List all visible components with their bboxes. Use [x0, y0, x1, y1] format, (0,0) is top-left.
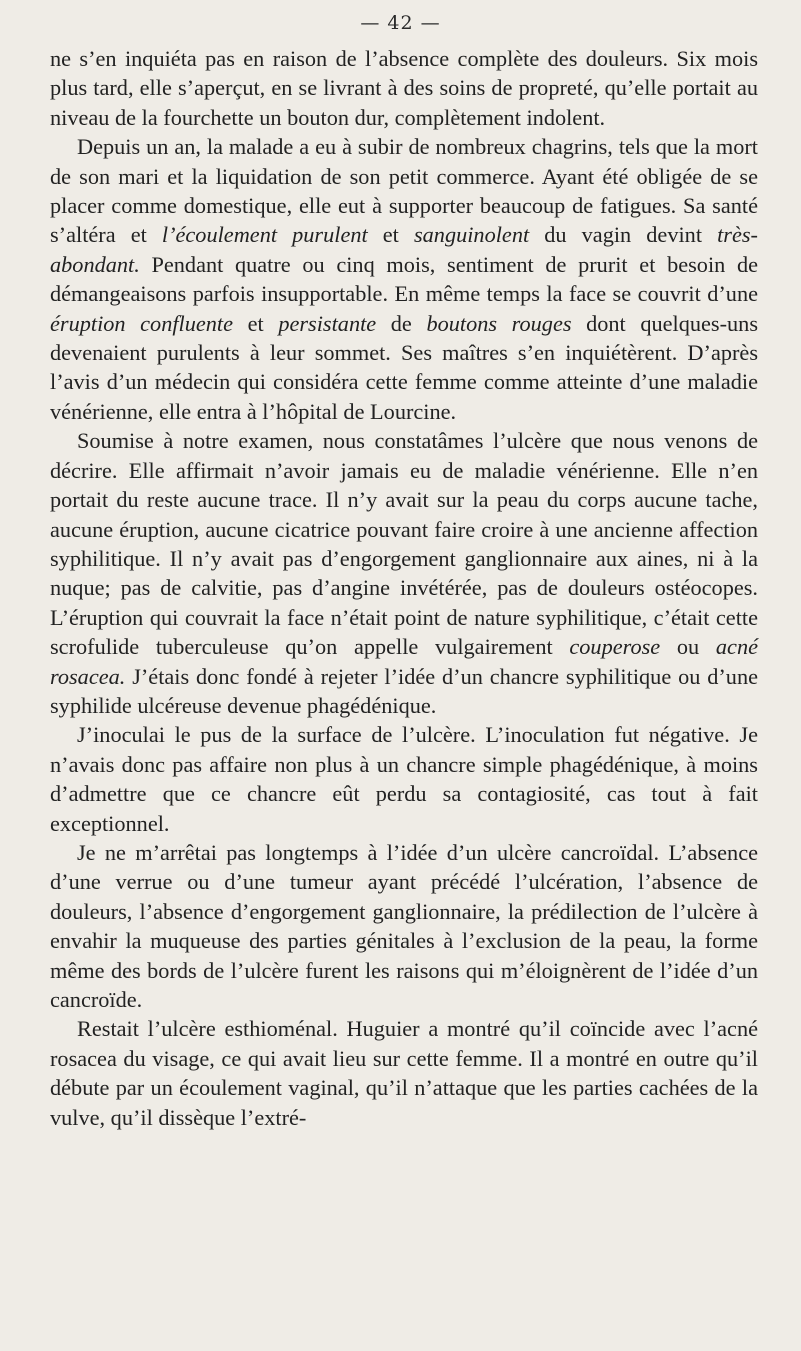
- text-run: Depuis un an, la malade a eu à subir de nombreux chagrins, tels que la mort de son mari et la liquidation de son petit commerce. Ayant été obligée de se placer comme domestique, elle eut à supporter beaucoup de fatigues. Sa santé s’altéra et: [50, 134, 758, 248]
- paragraph: [50, 426, 758, 720]
- italic-text: boutons rouges: [426, 310, 572, 336]
- italic-text: sanguinolent: [413, 222, 530, 248]
- text-run: du vagin devint: [529, 222, 718, 248]
- text-run: Je ne m’arrêtai pas longtemps à l’idée d’un ulcère cancroïdal. L’absence d’une verrue ou d’une tumeur ayant précédé l’ulcération, l’absence de douleurs, l’absence d’engorgement ganglionnaire, la prédilection de l’ulcère à envahir la muqueuse des parties génitales à l’exclusion de la peau, la forme même des bords de l’ulcère furent les raisons qui m’éloignèrent de l’idée d’un cancroïde.: [50, 839, 758, 1012]
- text-run: et: [367, 222, 414, 248]
- italic-text: persistante: [278, 310, 377, 336]
- text-run: et: [233, 310, 279, 336]
- text-run: Pendant quatre ou cinq mois, sentiment de prurit et besoin de démangeaisons parfois insupportable. En même temps la face se couvrit d’une: [50, 251, 758, 307]
- text-run: J’inoculai le pus de la surface de l’ulcère. L’inoculation fut négative. Je n’avais donc pas affaire non plus à un chancre simple phagédénique, à moins d’admettre que ce chancre eût perdu sa contagiosité, cas tout à fait exceptionnel.: [50, 722, 758, 836]
- italic-text: très-abondant.: [50, 222, 758, 277]
- paragraph: [50, 1014, 758, 1132]
- text-run: de: [376, 310, 427, 336]
- paragraph: [50, 838, 758, 1014]
- italic-text: éruption confluente: [50, 310, 234, 336]
- italic-text: l’écoulement purulent: [161, 222, 368, 248]
- paragraph: [50, 132, 758, 426]
- text-run: ou: [660, 634, 716, 660]
- page-number: — 42 —: [360, 12, 441, 34]
- italic-text: acné rosacea.: [50, 634, 758, 689]
- text-run: dont quelques-uns devenaient purulents à leur sommet. Ses maîtres s’en inquiétèrent. D’après l’avis d’un médecin qui considéra cette femme comme atteinte d’une maladie vénérienne, elle entra à l’hôpital de Lourcine.: [50, 310, 759, 424]
- body-text: [50, 44, 758, 1132]
- text-run: Restait l’ulcère esthioménal. Huguier a montré qu’il coïncide avec l’acné rosacea du visage, ce qui avait lieu sur cette femme. Il a montré en outre qu’il débute par un écoulement vaginal, qu’il n’attaque que les parties cachées de la vulve, qu’il dissèque l’extré-: [50, 1016, 758, 1130]
- paragraph: [50, 720, 758, 838]
- text-run: J’étais donc fondé à rejeter l’idée d’un chancre syphilitique ou d’une syphilide ulcéreuse devenue phagédénique.: [50, 663, 758, 718]
- text-run: Soumise à notre examen, nous constatâmes l’ulcère que nous venons de décrire. Elle affirmait n’avoir jamais eu de maladie vénérienne. Elle n’en portait du reste aucune trace. Il n’y avait sur la peau du corps aucune tache, aucune éruption, aucune cicatrice pouvant faire croire à une ancienne affection syphilitique. Il n’y avait pas d’engorgement ganglionnaire aux aines, ni à la nuque; pas de calvitie, pas d’angine invétérée, pas de douleurs ostéocopes. L’éruption qui couvrait la face n’était point de nature syphilitique, c’était cette scrofulide tuberculeuse qu’on appelle vulgairement: [50, 428, 758, 660]
- text-run: ne s’en inquiéta pas en raison de l’absence complète des douleurs. Six mois plus tard, elle s’aperçut, en se livrant à des soins de propreté, qu’elle portait au niveau de la fourchette un bouton dur, complètement indolent.: [50, 46, 758, 130]
- italic-text: couperose: [569, 634, 661, 660]
- paragraph: [50, 44, 758, 132]
